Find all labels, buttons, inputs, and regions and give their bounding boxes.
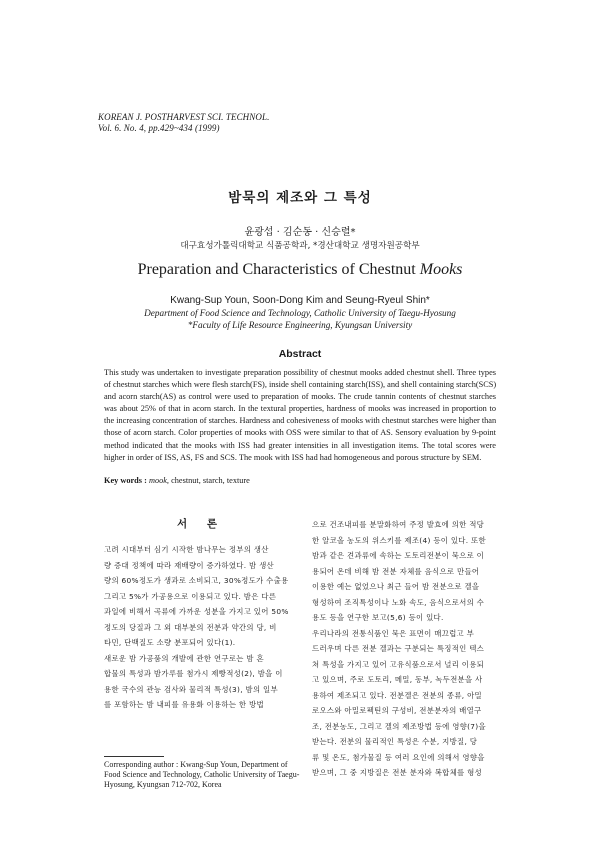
body-line: 밤과 같은 견과류에 속하는 도토리전분이 묵으로 이 <box>312 551 485 560</box>
body-line: 으로 건조내피를 분말화하여 주정 발효에 의한 적당 <box>312 520 485 529</box>
abstract-body <box>104 367 496 464</box>
english-title-italic: Mooks <box>419 261 463 278</box>
body-line: 량 증대 정책에 따라 재배량이 증가하였다. 밤 생산 <box>104 560 274 570</box>
body-line: 용하여 제조되고 있다. 전분겔은 전분의 종류, 아밀 <box>312 690 482 700</box>
section-heading-introduction: 서 론 <box>177 518 225 530</box>
body-line: 드러우며 다른 전분 겔과는 구분되는 특징적인 텍스 <box>312 644 485 653</box>
abstract-line: was about 25% of that in acorn starch. In the textural properties, hardness of mooks was increased in proportion to <box>104 404 496 414</box>
left-column-text <box>104 542 298 713</box>
keywords <box>104 476 250 485</box>
body-line: 고 있으며, 주로 도토리, 메밀, 동부, 녹두전분을 사 <box>312 675 483 684</box>
affiliation-line-1: Department of Food Science and Technology, Catholic University of Taegu-Hyosung <box>144 308 456 318</box>
body-line: 한 알코올 농도의 위스키를 제조(4) 등이 있다. 또한 <box>312 535 486 545</box>
body-line: 쳐 특성을 가지고 있어 고유식품으로서 널리 이용되 <box>312 659 485 669</box>
body-line: 조, 전분농도, 그리고 겔의 제조방법 등에 영향(7)을 <box>312 721 486 731</box>
journal-header <box>98 112 269 134</box>
body-line: 정도의 당질과 그 외 대부분의 전분과 약간의 당, 비 <box>104 622 277 632</box>
journal-volume: Vol. 6. No. 4, pp.429~434 (1999) <box>98 123 220 133</box>
body-line: 타민, 단백질도 소량 분포되어 있다(1). <box>104 638 236 647</box>
body-line: 합물의 특성과 밤가루를 첨가시 제빵적성(2), 밤을 이 <box>104 669 283 678</box>
body-line: 과일에 비해서 곡류에 가까운 성분을 가지고 있어 50% <box>104 607 289 616</box>
body-line: 량의 60%정도가 생과로 소비되고, 30%정도가 수출용 <box>104 576 289 585</box>
body-line: 받으며, 그 중 지방질은 전분 분자와 복합체를 형성 <box>312 768 482 777</box>
abstract-line: those of acorn starch. Color properties of mooks with OSS were similar to that of AS. Sensory evaluation by 9-point <box>104 428 496 438</box>
keyword-mook: mook, <box>148 476 169 485</box>
abstract-heading: Abstract <box>278 348 322 360</box>
keywords-list: chestnut, starch, texture <box>169 476 250 485</box>
footnote-rule <box>104 756 164 757</box>
body-line: 형성하여 조직특성이나 노화 속도, 음식으로서의 수 <box>312 597 485 607</box>
abstract-line: and acorn starch(AS) as control were used to preparation of mooks. The crude tannin contents of chestnut starches <box>104 392 496 402</box>
abstract-line: method indicated that the mooks with ISS had greater intensities in all investigation items. The total scores were <box>104 440 496 450</box>
body-line: 로오스와 아밀로펙틴의 구성비, 전분분자의 배열구 <box>312 706 482 715</box>
body-line: 용도 등을 연구한 보고(5,6) 등이 있다. <box>312 613 444 622</box>
body-line: 류 및 온도, 첨가물질 등 여러 요인에 의해서 영향을 <box>312 752 485 762</box>
affiliation-line-2: *Faculty of Life Resource Engineering, Kyungsan University <box>187 319 413 330</box>
body-line: 용한 국수의 관능 검사와 물리적 특성(3), 밤의 일부 <box>104 684 278 694</box>
journal-name: KOREAN J. POSTHARVEST SCI. TECHNOL. <box>98 112 270 122</box>
body-line: 그리고 5%가 가공용으로 이용되고 있다. 밤은 다른 <box>104 591 277 601</box>
keywords-label: Key words : <box>104 476 147 485</box>
korean-authors: 윤광섭 · 김순동 · 신승렬* <box>244 227 356 238</box>
korean-title: 밤묵의 제조와 그 특성 <box>228 190 372 206</box>
abstract-line: the increasing concentration of starches. Hardness and cohesiveness of mooks with chestnut starches were higher than <box>104 416 497 426</box>
english-title-text: Preparation and Characteristics of Chestnut <box>137 261 420 278</box>
english-title <box>0 261 600 279</box>
corresponding-author-footnote: Corresponding author : Kwang-Sup Youn, Department of Food Science and Technology, Catholic University of Taegu-Hyosung, Kyungsan 712-702, Korea <box>104 760 300 790</box>
english-affiliation <box>0 308 600 331</box>
abstract-line: of chestnut starches which were flesh starch(FS), inside shell containing starch(ISS), and shell containing starch(SCS) <box>104 380 497 390</box>
right-column-text <box>312 517 507 781</box>
body-line: 고려 시대부터 심기 시작한 밤나무는 정부의 생산 <box>104 545 269 554</box>
body-line: 용되어 온데 비해 밤 전분 자체를 음식으로 만들어 <box>312 566 480 576</box>
abstract-line: This study was undertaken to investigate preparation possibility of chestnut mooks added chestnut shell. Three types <box>104 368 496 377</box>
body-line: 우리나라의 전통식품인 묵은 표면이 매끄럽고 부 <box>312 628 475 638</box>
body-line: 받는다. 전분의 물리적인 특성은 수분, 지방질, 당 <box>312 737 478 746</box>
korean-affiliation: 대구효성가톨릭대학교 식품공학과, *경산대학교 생명자원공학부 <box>180 241 420 251</box>
body-line: 이용한 예는 없었으나 최근 들어 밤 전분으로 겔을 <box>312 582 480 591</box>
body-line: 를 포함하는 밤 내피를 유용화 이용하는 한 방법 <box>104 700 264 709</box>
abstract-line: higher in order of ISS, AS, FS and SCS. The mook with ISS had had homogeneous and porous structure by SEM. <box>104 452 482 462</box>
english-authors: Kwang-Sup Youn, Soon-Dong Kim and Seung-Ryeul Shin* <box>170 295 430 306</box>
body-line: 새로운 밤 가공품의 개발에 관한 연구로는 밤 혼 <box>104 653 264 663</box>
